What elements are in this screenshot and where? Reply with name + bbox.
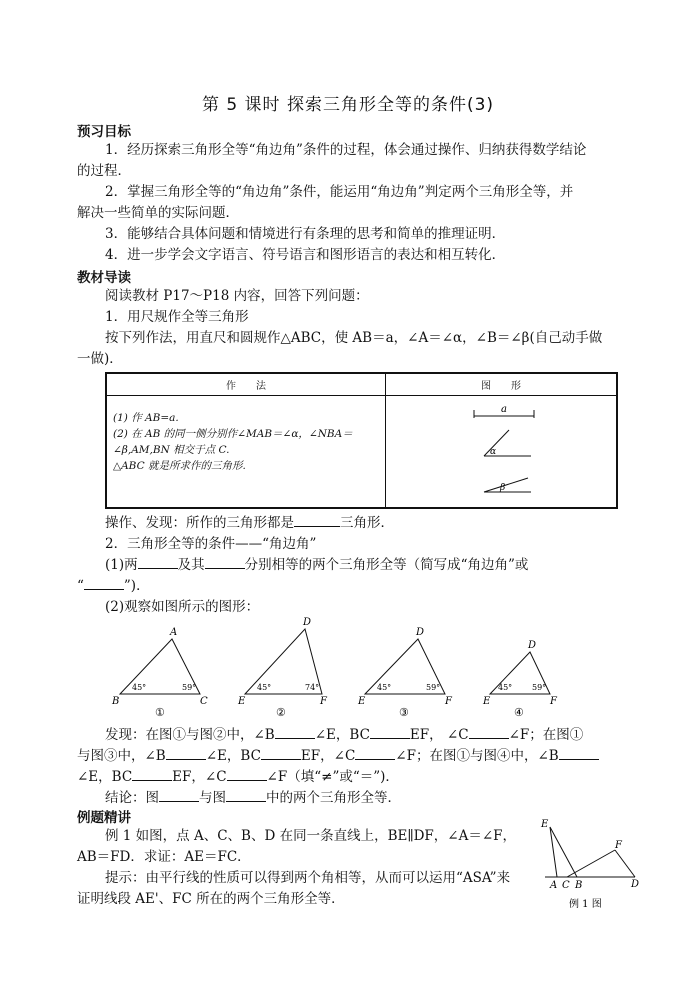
figure-number: ④ [514,706,524,719]
finding-line-3: ∠E，BC EF，∠C ∠F（填“≠”或“＝”)． [77,769,399,785]
example-line: AB＝FD．求证：AE＝FC． [77,849,251,865]
figure-number: ② [276,706,286,719]
construction-steps [106,395,386,508]
goals-heading: 预习目标 [77,124,131,140]
table-header-method: 作 法 [106,373,386,395]
example-line: 例 1 如图，点 A、C、B、D 在同一条直线上，BE∥DF，∠A＝∠F， [105,828,517,844]
goal-line: 4．进一步学会文字语言、符号语言和图形语言的表达和相互转化． [105,247,506,263]
vertex-label: D [303,617,312,628]
point-label: A [550,880,558,891]
point-label: E [541,819,549,830]
construction-figure [386,396,616,504]
vertex-label: E [238,696,246,707]
goal-line: 1．经历探索三角形全等“角边角”条件的过程，体会通过操作、归纳获得数学结论 [105,142,587,158]
angle-label: 45° [132,683,147,692]
reading-instruction: 阅读教材 P17～P18 内容，回答下列问题： [105,288,369,304]
question-1-text: 一做)． [77,351,123,367]
example-figure [535,815,645,910]
answer-blank[interactable] [559,747,599,760]
angle-label: 45° [377,683,392,692]
angle-alpha-ray [484,430,509,456]
question-1: 1．用尺规作全等三角形 [105,309,249,325]
point-label: C [562,880,570,891]
vertex-label: E [483,696,491,707]
point-label: B [575,880,583,891]
vertex-label: C [200,696,208,707]
segment-label: a [501,403,507,415]
triangle-3 [357,627,453,719]
vertex-label: F [445,696,452,707]
figure-number: ③ [399,706,409,719]
construction-table [105,372,618,509]
construction-figure-cell [386,395,618,508]
angle-label: 45° [498,683,513,692]
guide-heading: 教材导读 [77,270,131,286]
angle-label: 59° [182,683,197,692]
hint-line: 提示：由平行线的性质可以得到两个角相等，从而可以运用“ASA”来 [105,870,511,886]
page-title: 第 5 课时 探索三角形全等的条件(3) [201,95,495,115]
question-1-text: 按下列作法，用直尺和圆规作△ABC，使 AB＝a，∠A＝∠α，∠B＝∠β(自己动手做 [105,330,603,346]
angle-label: 59° [426,683,441,692]
finding-line-1: 发现：在图①与图②中，∠B ∠E，BC EF， ∠C ∠F；在图① [105,727,584,743]
answer-blank[interactable] [226,789,266,802]
question-2-1-cont: “ ”)． [77,578,150,594]
triangle-1 [111,627,208,719]
answer-blank[interactable] [166,747,206,760]
beta-label: β [500,482,506,493]
step-line: ∠β,AM,BN 相交于点 C. [113,443,230,456]
answer-blank[interactable] [355,747,395,760]
angle-beta-ray [484,478,528,492]
angle-label: 74° [305,683,320,692]
segment-FD [615,850,635,877]
goal-line: 解决一些简单的实际问题． [77,205,239,221]
finding-line-2: 与图③中，∠B ∠E，BC EF，∠C ∠F；在图①与图④中，∠B [77,747,599,765]
answer-blank[interactable] [261,747,301,760]
vertex-label: D [528,640,537,651]
vertex-label: A [170,627,178,638]
answer-blank[interactable] [138,556,178,569]
answer-blank[interactable] [132,768,172,781]
answer-blank[interactable] [159,789,199,802]
angle-label: 59° [532,683,547,692]
vertex-label: F [320,696,327,707]
answer-blank[interactable] [469,726,509,739]
answer-blank[interactable] [275,726,315,739]
angle-label: 45° [257,683,272,692]
hint-line: 证明线段 AE'、FC 所在的两个三角形全等． [77,891,345,907]
goal-line: 2．掌握三角形全等的“角边角”条件，能运用“角边角”判定两个三角形全等，并 [105,184,574,200]
answer-blank[interactable] [294,514,340,527]
segment-EB [550,827,577,877]
vertex-label: B [112,696,120,707]
step-line: △ABC 就是所求作的三角形. [113,459,246,472]
answer-blank[interactable] [205,556,245,569]
table-header-figure: 图 形 [386,373,618,395]
goal-line: 3．能够结合具体问题和情境进行有条理的思考和简单的推理证明． [105,226,506,242]
question-2-2: (2)观察如图所示的图形： [105,599,260,615]
answer-blank[interactable] [84,577,124,590]
answer-blank[interactable] [370,726,410,739]
vertex-label: F [550,696,557,707]
goal-line: 的过程． [77,163,131,179]
figure-number: ① [155,706,165,719]
segment-FC [567,850,615,877]
vertex-label: E [358,696,366,707]
figure-caption: 例 1 图 [569,899,602,910]
triangle-2 [237,617,328,719]
vertex-label: D [416,627,425,638]
example-heading: 例题精讲 [77,810,131,826]
triangles-figure [100,612,600,724]
step-line: (2) 在 AB 的同一侧分别作∠MAB＝∠α，∠NBA＝ [113,427,353,440]
question-2: 2．三角形全等的条件——“角边角” [105,536,317,552]
answer-blank[interactable] [227,768,267,781]
point-label: D [631,879,640,890]
conclusion-line: 结论：图 与图 中的两个三角形全等． [105,790,401,806]
alpha-label: α [490,446,497,457]
question-2-1: (1)两 及其 分别相等的两个三角形全等（简写成“角边角”或 [105,557,529,573]
triangle-4 [482,640,558,719]
discover-line: 操作、发现：所作的三角形都是 三角形． [105,515,394,531]
step-line: (1) 作 AB=a. [113,411,179,424]
point-label: F [615,840,622,851]
